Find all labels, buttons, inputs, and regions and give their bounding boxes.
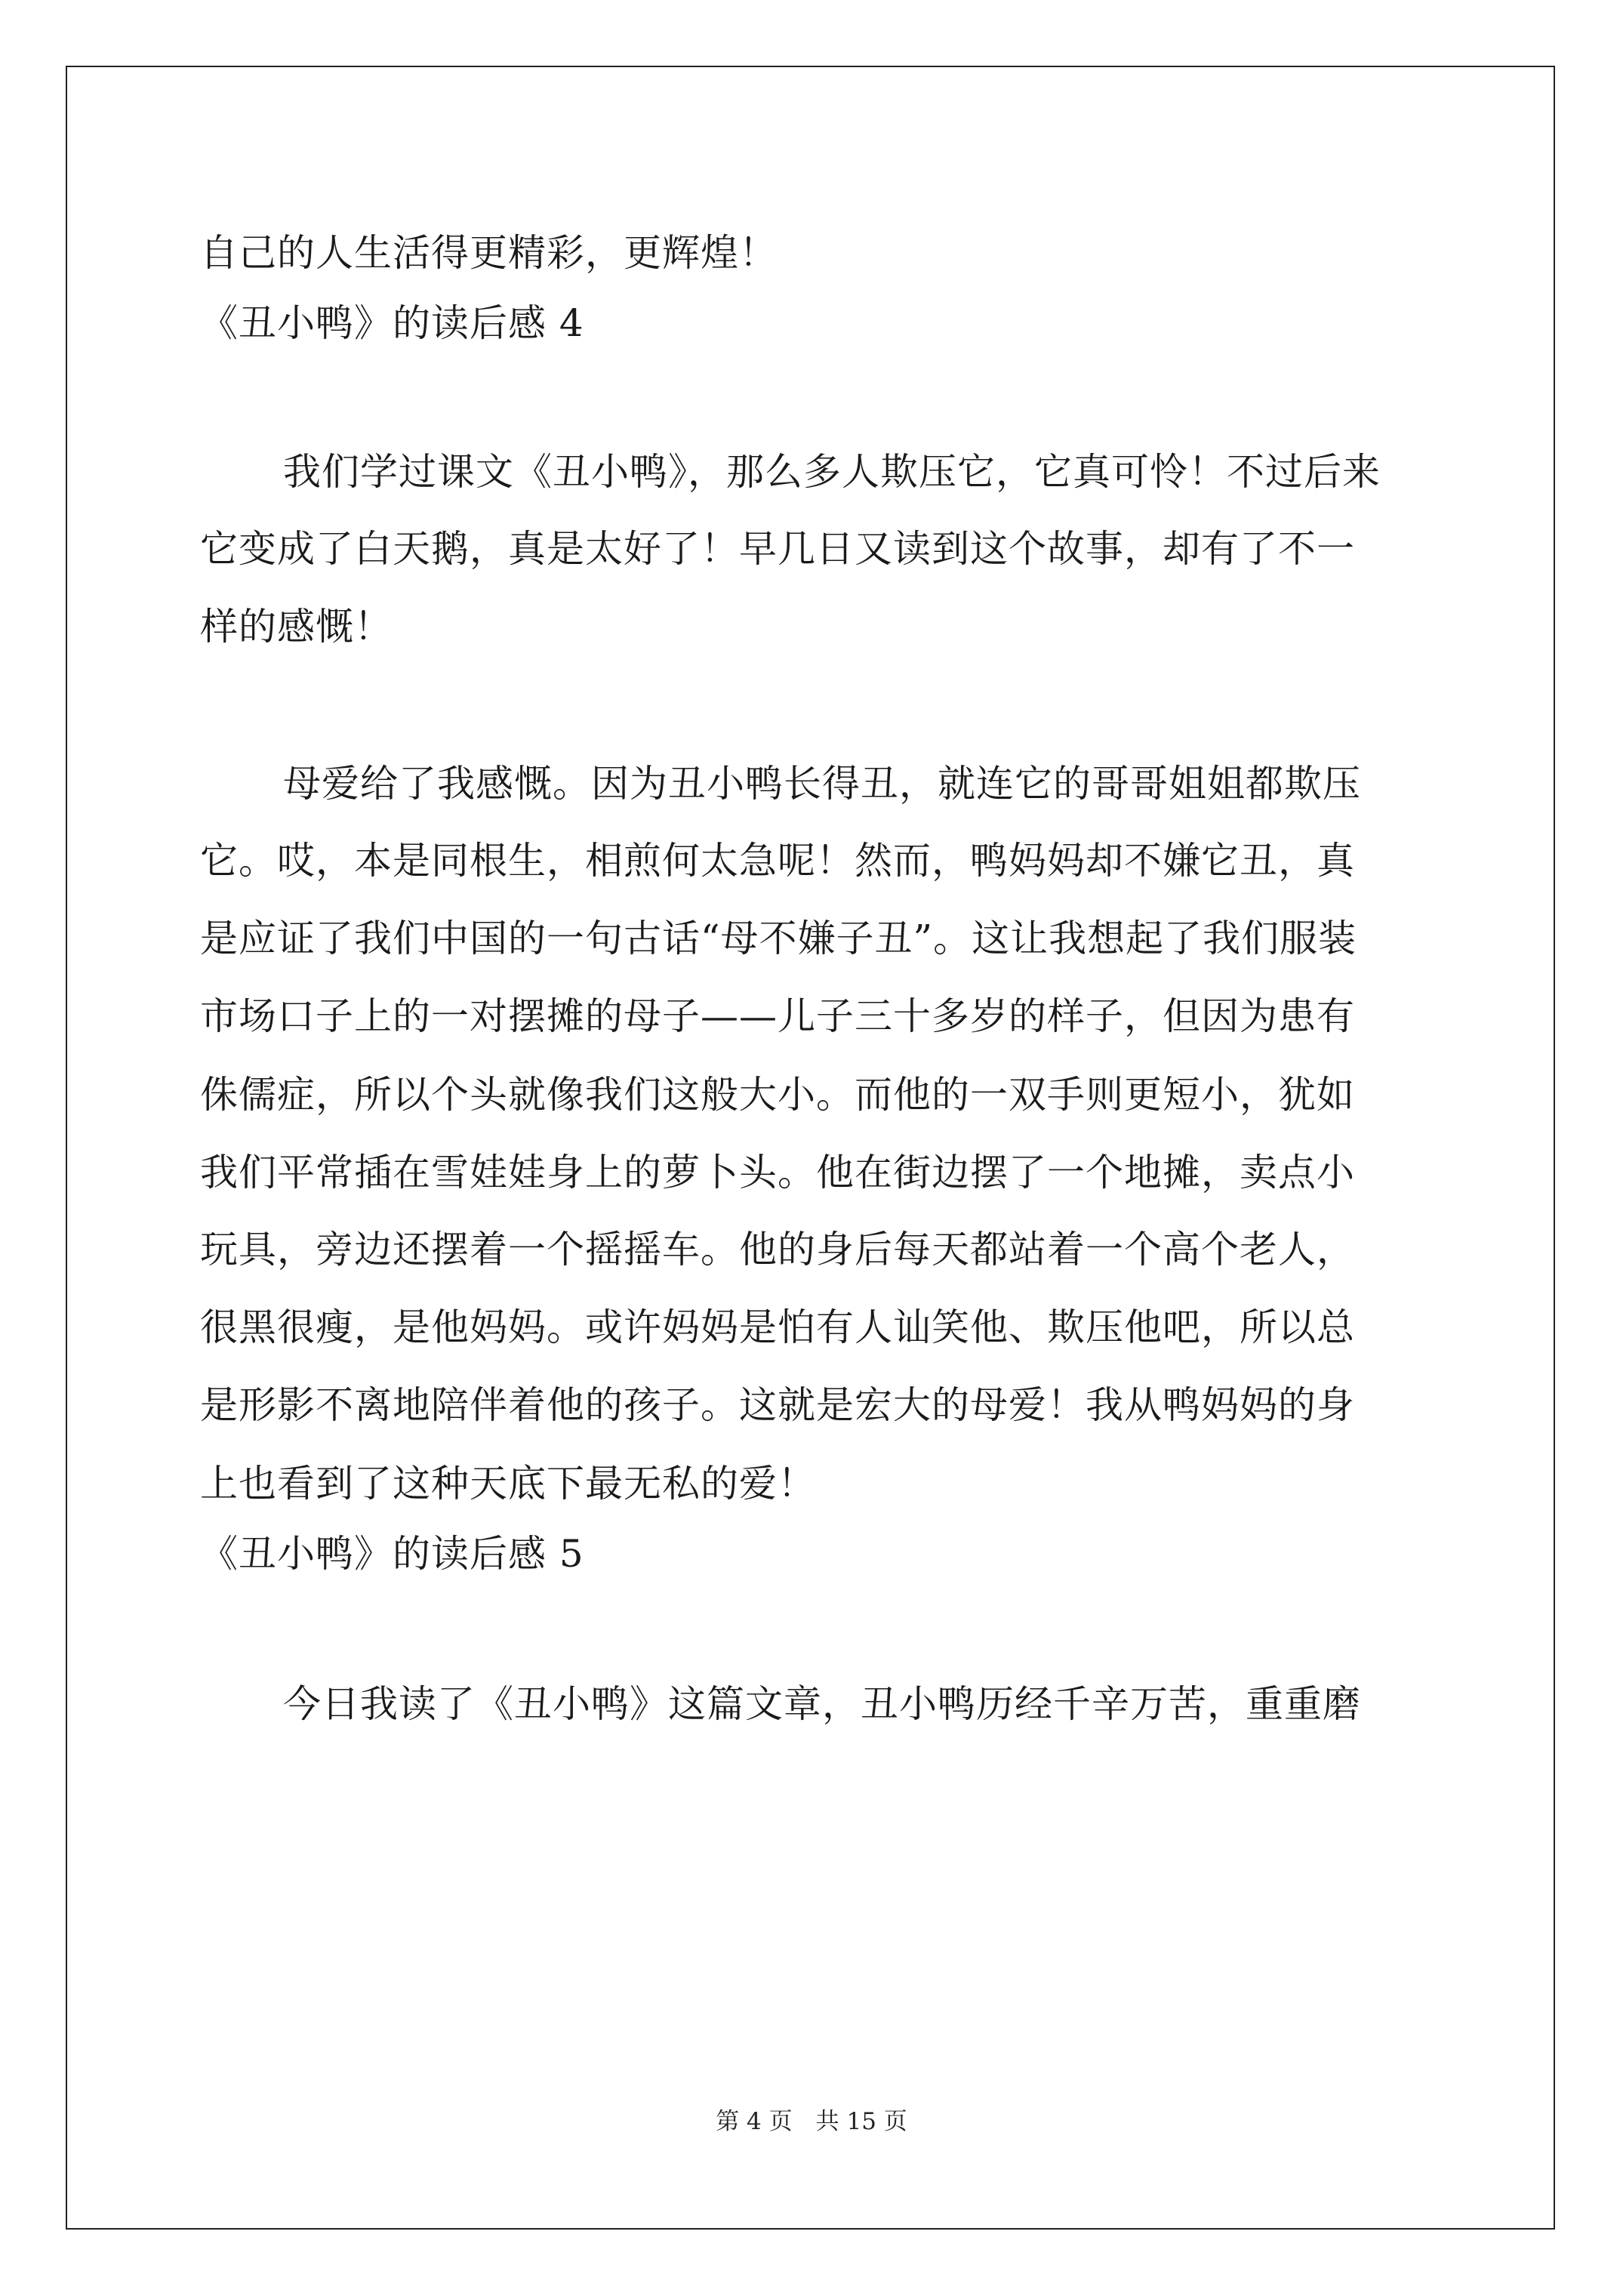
paragraph-line: 是形影不离地陪伴着他的孩子。这就是宏大的母爱！我从鸭妈妈的身 xyxy=(200,1383,1355,1427)
paragraph-line: 玩具，旁边还摆着一个摇摇车。他的身后每天都站着一个高个老人， xyxy=(200,1228,1355,1271)
paragraph-line: 我们平常插在雪娃娃身上的萝卜头。他在街边摆了一个地摊，卖点小 xyxy=(200,1151,1355,1194)
paragraph-line: 很黑很瘦，是他妈妈。或许妈妈是怕有人讪笑他、欺压他吧，所以总 xyxy=(200,1305,1355,1349)
paragraph-line: 市场口子上的一对摆摊的母子——儿子三十多岁的样子，但因为患有 xyxy=(200,994,1355,1038)
page-number-footer: 第 4 页 共 15 页 xyxy=(716,2108,907,2135)
paragraph-line: 母爱给了我感慨。因为丑小鸭长得丑，就连它的哥哥姐姐都欺压 xyxy=(283,762,1361,806)
paragraph-line: 自己的人生活得更精彩，更辉煌！ xyxy=(200,231,778,275)
paragraph-line: 它。哎，本是同根生，相煎何太急呢！然而，鸭妈妈却不嫌它丑，真 xyxy=(200,839,1355,883)
paragraph-line: 侏儒症，所以个头就像我们这般大小。而他的一双手则更短小，犹如 xyxy=(200,1073,1355,1117)
paragraph-line: 上也看到了这种天底下最无私的爱！ xyxy=(200,1462,816,1505)
paragraph-line: 是应证了我们中国的一句古话“母不嫌子丑”。这让我想起了我们服装 xyxy=(200,917,1357,960)
paragraph-line: 我们学过课文《丑小鸭》，那么多人欺压它，它真可怜！不过后来 xyxy=(283,450,1381,494)
section-heading: 《丑小鸭》的读后感 5 xyxy=(200,1532,584,1576)
paragraph-line: 样的感慨！ xyxy=(200,605,393,649)
section-heading: 《丑小鸭》的读后感 4 xyxy=(200,301,584,345)
page-border xyxy=(66,66,1555,2230)
paragraph-line: 它变成了白天鹅，真是太好了！早几日又读到这个故事，却有了不一 xyxy=(200,527,1355,571)
paragraph-line: 今日我读了《丑小鸭》这篇文章，丑小鸭历经千辛万苦，重重磨 xyxy=(283,1682,1361,1726)
